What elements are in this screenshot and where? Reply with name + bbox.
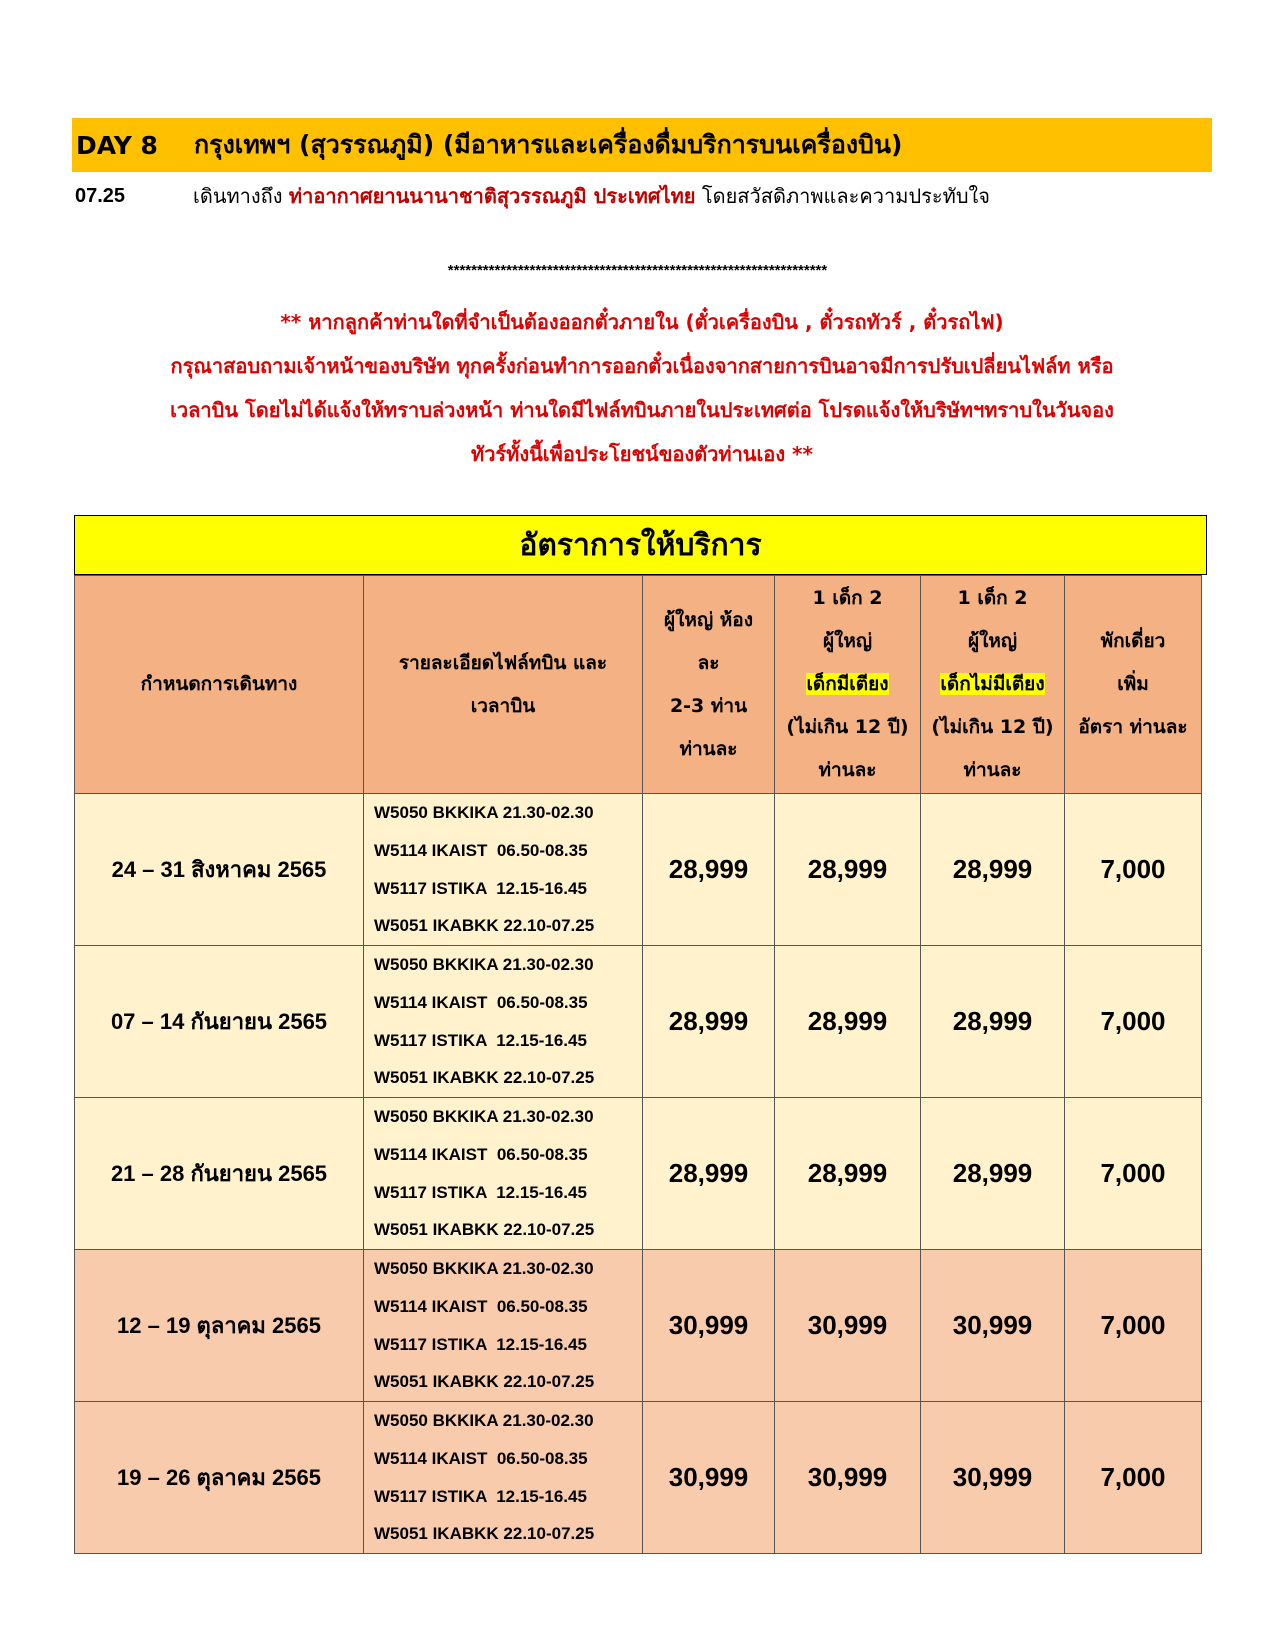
arrival-text-before: เดินทางถึง	[193, 184, 289, 208]
ticket-notice	[72, 300, 1212, 476]
row-price-single: 7,000	[1065, 1402, 1202, 1554]
row-price-adult: 30,999	[643, 1402, 775, 1554]
notice-line-1: ** หากลูกค้าท่านใดที่จำเป็นต้องออกตั๋วภายใน (ตั๋วเครื่องบิน , ตั๋วรถทัวร์ , ตั๋วรถไฟ)	[280, 310, 1004, 334]
header-child-bed: 1 เด็ก 2 ผู้ใหญ่ เด็กมีเตียง (ไม่เกิน 12 ปี) ท่านละ	[775, 576, 921, 794]
header-flights: รายละเอียดไฟล์ทบิน และ เวลาบิน	[364, 576, 643, 794]
day-title: กรุงเทพฯ (สุวรรณภูมิ) (มีอาหารและเครื่องดื่มบริการบนเครื่องบิน)	[194, 130, 903, 159]
row-price-adult: 28,999	[643, 794, 775, 946]
header-adult: ผู้ใหญ่ ห้อง ละ 2-3 ท่าน ท่านละ	[643, 576, 775, 794]
row-price-child-nobed: 30,999	[921, 1402, 1065, 1554]
row-price-adult: 30,999	[643, 1250, 775, 1402]
row-price-adult: 28,999	[643, 1098, 775, 1250]
day-header	[72, 118, 1212, 172]
row-price-child-bed: 28,999	[775, 1098, 921, 1250]
row-flights: W5050 BKKIKA 21.30-02.30 W5114 IKAIST 06.50-08.35 W5117 ISTIKA 12.15-16.45 W5051 IKABKK 22.10-07.25	[364, 1098, 643, 1250]
header-dates: กำหนดการเดินทาง	[75, 576, 364, 794]
row-price-single: 7,000	[1065, 1098, 1202, 1250]
separator: *****************************************************************	[447, 262, 828, 279]
row-price-child-bed: 30,999	[775, 1402, 921, 1554]
row-price-single: 7,000	[1065, 946, 1202, 1098]
rates-table	[74, 575, 1202, 1554]
row-price-child-nobed: 28,999	[921, 794, 1065, 946]
row-flights: W5050 BKKIKA 21.30-02.30 W5114 IKAIST 06.50-08.35 W5117 ISTIKA 12.15-16.45 W5051 IKABKK 22.10-07.25	[364, 1402, 643, 1554]
row-price-child-bed: 30,999	[775, 1250, 921, 1402]
row-flights: W5050 BKKIKA 21.30-02.30 W5114 IKAIST 06.50-08.35 W5117 ISTIKA 12.15-16.45 W5051 IKABKK 22.10-07.25	[364, 1250, 643, 1402]
header-single: พักเดี่ยว เพิ่ม อัตรา ท่านละ	[1065, 576, 1202, 794]
header-child-nobed: 1 เด็ก 2 ผู้ใหญ่ เด็กไม่มีเตียง (ไม่เกิน 12 ปี) ท่านละ	[921, 576, 1065, 794]
rates-title: อัตราการให้บริการ	[74, 515, 1207, 575]
row-price-single: 7,000	[1065, 1250, 1202, 1402]
notice-line-3: เวลาบิน โดยไม่ได้แจ้งให้ทราบล่วงหน้า ท่านใดมีไฟล์ทบินภายในประเทศต่อ โปรดแจ้งให้บริษัทฯทราบในวันจอง	[170, 398, 1114, 422]
row-dates: 24 – 31 สิงหาคม 2565	[75, 794, 364, 946]
row-price-child-nobed: 28,999	[921, 1098, 1065, 1250]
arrival-airport: ท่าอากาศยานนานาชาติสุวรรณภูมิ ประเทศไทย	[288, 184, 696, 208]
row-flights: W5050 BKKIKA 21.30-02.30 W5114 IKAIST 06.50-08.35 W5117 ISTIKA 12.15-16.45 W5051 IKABKK 22.10-07.25	[364, 794, 643, 946]
arrival-description	[193, 180, 990, 212]
child-bed-highlight: เด็กมีเตียง	[806, 673, 889, 695]
row-price-child-nobed: 28,999	[921, 946, 1065, 1098]
row-price-child-bed: 28,999	[775, 794, 921, 946]
notice-line-4: ทัวร์ทั้งนี้เพื่อประโยชน์ของตัวท่านเอง **	[471, 442, 813, 466]
arrival-line	[75, 180, 1215, 212]
row-dates: 19 – 26 ตุลาคม 2565	[75, 1402, 364, 1554]
table-row	[75, 1402, 1202, 1554]
table-row	[75, 1250, 1202, 1402]
row-price-single: 7,000	[1065, 794, 1202, 946]
row-price-child-nobed: 30,999	[921, 1250, 1065, 1402]
rates-header-row	[75, 576, 1202, 794]
table-row	[75, 1098, 1202, 1250]
row-dates: 12 – 19 ตุลาคม 2565	[75, 1250, 364, 1402]
day-label: DAY 8	[76, 130, 158, 160]
table-row	[75, 794, 1202, 946]
row-price-child-bed: 28,999	[775, 946, 921, 1098]
arrival-text-after: โดยสวัสดิภาพและความประทับใจ	[695, 184, 990, 208]
row-flights: W5050 BKKIKA 21.30-02.30 W5114 IKAIST 06.50-08.35 W5117 ISTIKA 12.15-16.45 W5051 IKABKK 22.10-07.25	[364, 946, 643, 1098]
table-row	[75, 946, 1202, 1098]
row-dates: 21 – 28 กันยายน 2565	[75, 1098, 364, 1250]
notice-line-2: กรุณาสอบถามเจ้าหน้าของบริษัท ทุกครั้งก่อนทำการออกตั๋วเนื่องจากสายการบินอาจมีการปรับเปลี่ยนไฟล์ท หรือ	[170, 354, 1114, 378]
row-dates: 07 – 14 กันยายน 2565	[75, 946, 364, 1098]
row-price-adult: 28,999	[643, 946, 775, 1098]
child-nobed-highlight: เด็กไม่มีเตียง	[940, 673, 1045, 695]
arrival-time: 07.25	[75, 184, 126, 207]
